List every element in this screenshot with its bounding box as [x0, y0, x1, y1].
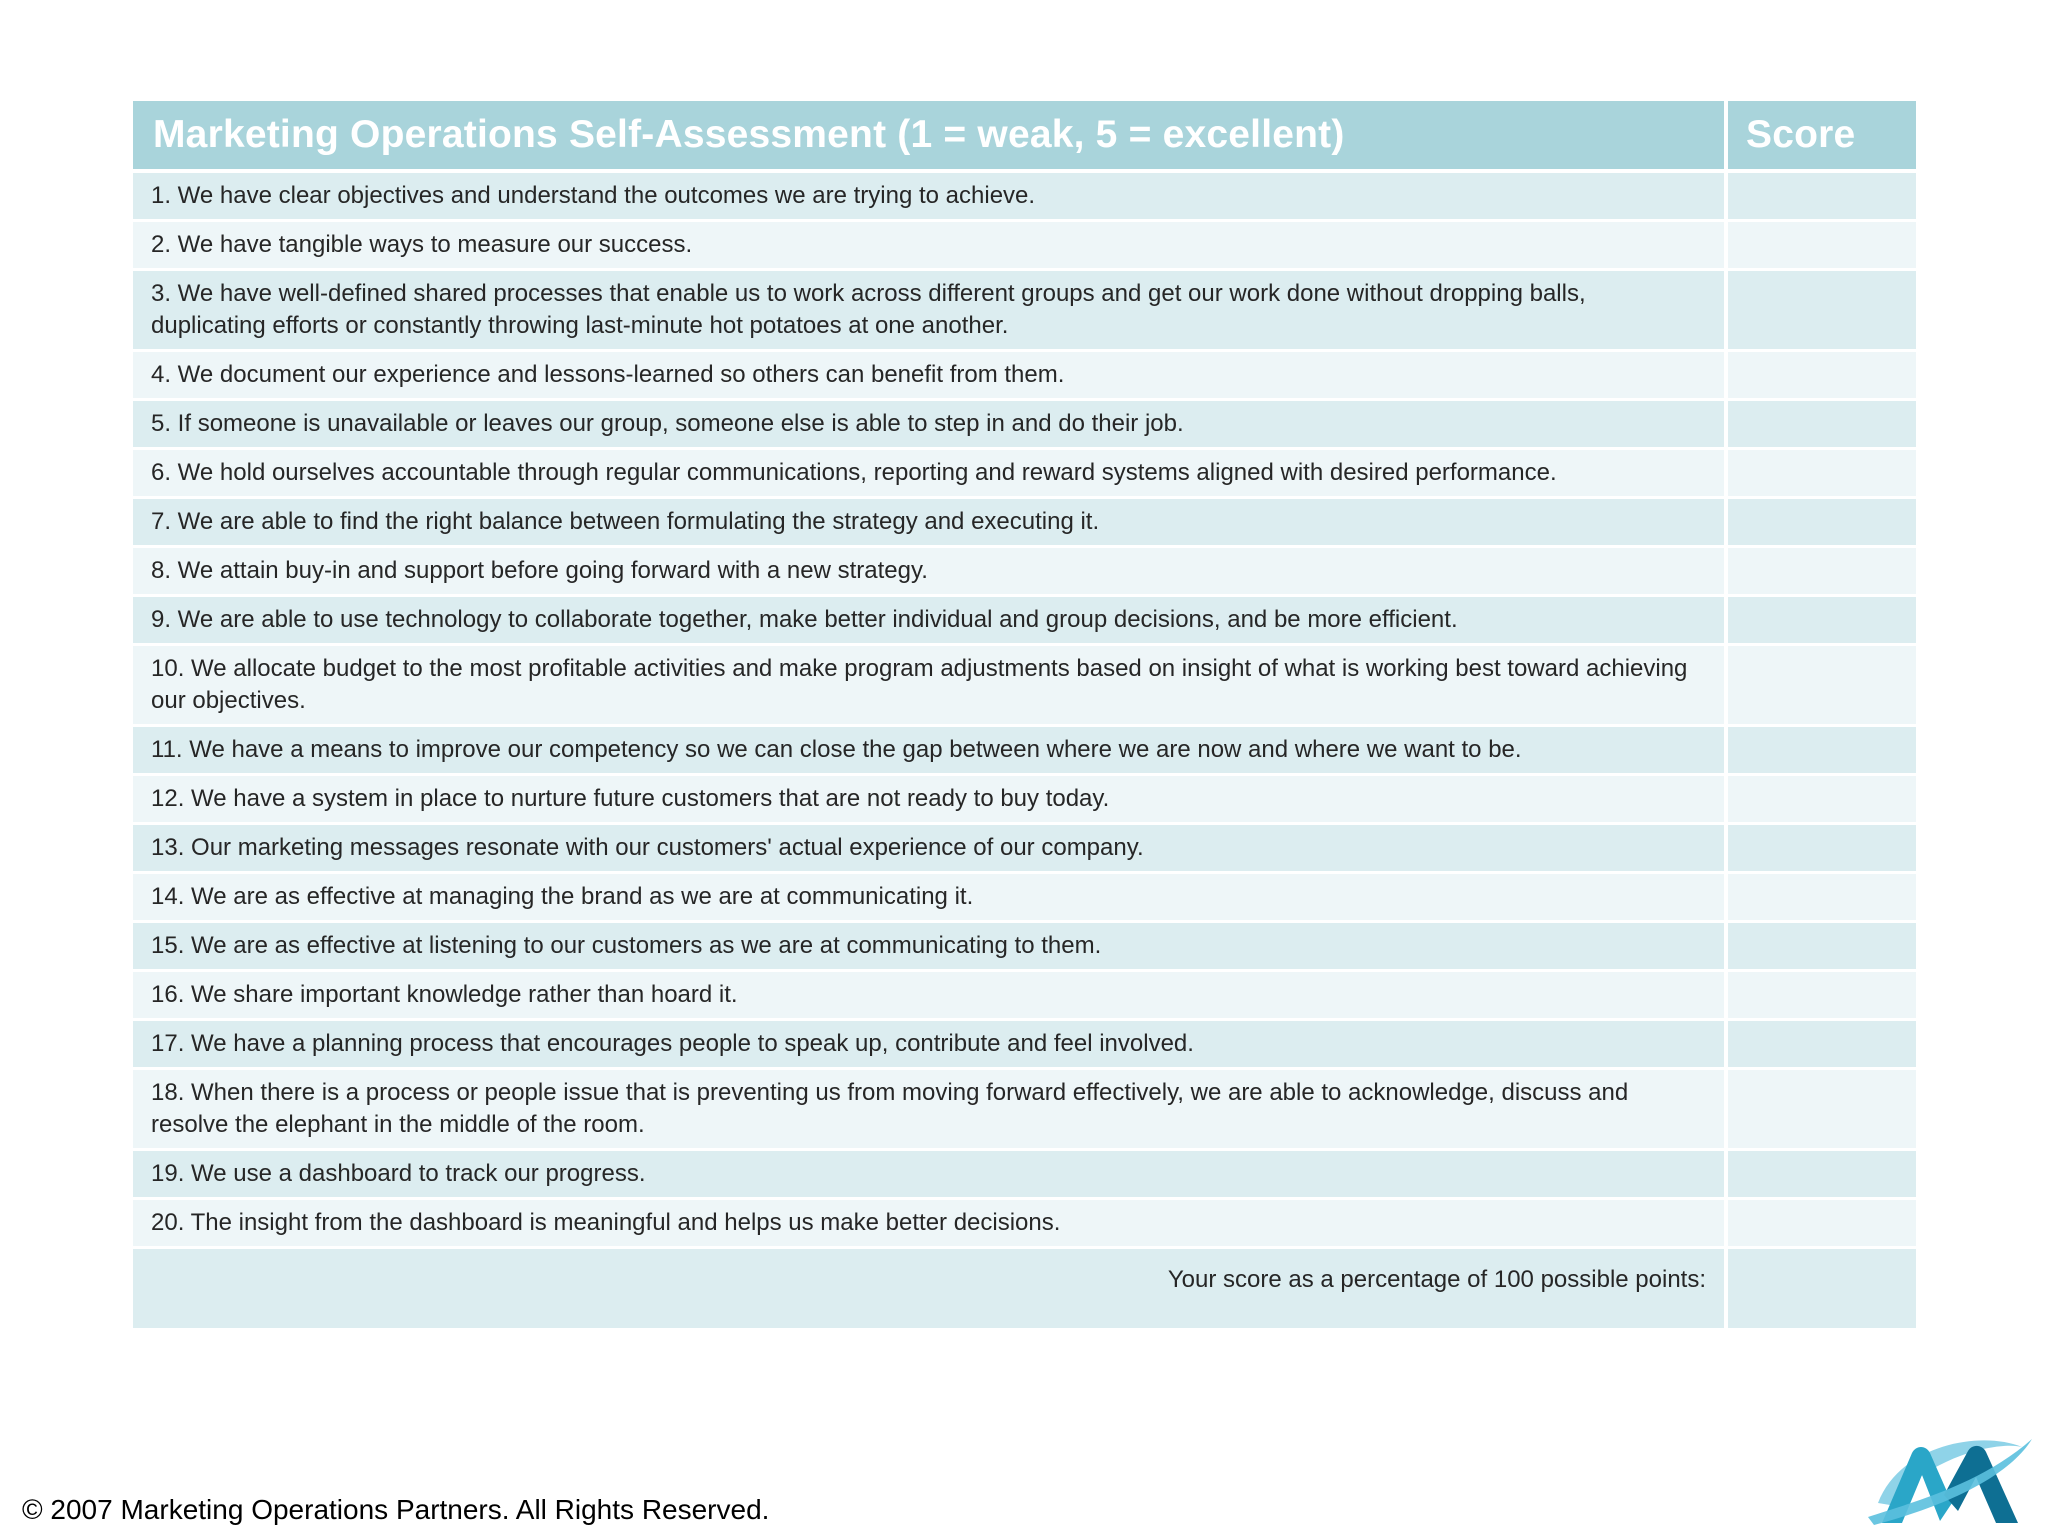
score-cell[interactable]	[1724, 222, 1916, 271]
table-title: Marketing Operations Self-Assessment (1 = weak, 5 = excellent)	[133, 101, 1724, 173]
assessment-row	[133, 776, 1916, 825]
assessment-row	[133, 646, 1916, 727]
assessment-statement: 11. We have a means to improve our competency so we can close the gap between where we are now and where we want to be.	[133, 727, 1724, 776]
assessment-statement: 18. When there is a process or people issue that is preventing us from moving forward effectively, we are able to acknowledge, discuss and resolve the elephant in the middle of the room.	[133, 1070, 1724, 1151]
assessment-statement: 10. We allocate budget to the most profitable activities and make program adjustments based on insight of what is working best toward achieving our objectives.	[133, 646, 1724, 727]
assessment-row	[133, 597, 1916, 646]
copyright-notice: © 2007 Marketing Operations Partners. All Rights Reserved.	[22, 1494, 770, 1525]
assessment-row	[133, 1070, 1916, 1151]
assessment-statement: 4. We document our experience and lessons-learned so others can benefit from them.	[133, 352, 1724, 401]
assessment-statement: 15. We are as effective at listening to our customers as we are at communicating to them.	[133, 923, 1724, 972]
score-cell[interactable]	[1724, 1070, 1916, 1151]
score-cell[interactable]	[1724, 597, 1916, 646]
self-assessment-table	[133, 101, 1916, 1331]
score-cell[interactable]	[1724, 173, 1916, 222]
assessment-row	[133, 450, 1916, 499]
assessment-row	[133, 923, 1916, 972]
score-cell[interactable]	[1724, 1200, 1916, 1249]
assessment-statement: 16. We share important knowledge rather than hoard it.	[133, 972, 1724, 1021]
assessment-statement: 9. We are able to use technology to collaborate together, make better individual and group decisions, and be more efficient.	[133, 597, 1724, 646]
table-header-row	[133, 101, 1916, 173]
assessment-statement: 14. We are as effective at managing the brand as we are at communicating it.	[133, 874, 1724, 923]
score-cell[interactable]	[1724, 499, 1916, 548]
assessment-statement: 20. The insight from the dashboard is meaningful and helps us make better decisions.	[133, 1200, 1724, 1249]
score-cell[interactable]	[1724, 776, 1916, 825]
assessment-statement: 6. We hold ourselves accountable through regular communications, reporting and reward systems aligned with desired performance.	[133, 450, 1724, 499]
score-cell[interactable]	[1724, 972, 1916, 1021]
assessment-statement: 2. We have tangible ways to measure our success.	[133, 222, 1724, 271]
score-cell[interactable]	[1724, 271, 1916, 352]
score-cell[interactable]	[1724, 646, 1916, 727]
assessment-row	[133, 1151, 1916, 1200]
assessment-row	[133, 222, 1916, 271]
score-cell[interactable]	[1724, 825, 1916, 874]
marketing-operations-partners-logo	[1860, 1425, 2035, 1530]
assessment-statement: 3. We have well-defined shared processes that enable us to work across different groups and get our work done without dropping balls, duplicating efforts or constantly throwing last-minute hot potatoes at one another.	[133, 271, 1724, 352]
assessment-statement: 5. If someone is unavailable or leaves our group, someone else is able to step in and do their job.	[133, 401, 1724, 450]
assessment-statement: 1. We have clear objectives and understand the outcomes we are trying to achieve.	[133, 173, 1724, 222]
score-cell[interactable]	[1724, 727, 1916, 776]
assessment-row	[133, 727, 1916, 776]
assessment-row	[133, 499, 1916, 548]
score-cell[interactable]	[1724, 874, 1916, 923]
assessment-statement: 12. We have a system in place to nurture future customers that are not ready to buy today.	[133, 776, 1724, 825]
assessment-items	[133, 173, 1916, 1249]
assessment-row	[133, 1200, 1916, 1249]
score-cell[interactable]	[1724, 923, 1916, 972]
assessment-statement: 17. We have a planning process that encourages people to speak up, contribute and feel involved.	[133, 1021, 1724, 1070]
assessment-statement: 8. We attain buy-in and support before going forward with a new strategy.	[133, 548, 1724, 597]
assessment-row	[133, 972, 1916, 1021]
total-label: Your score as a percentage of 100 possible points:	[133, 1249, 1724, 1331]
assessment-statement: 13. Our marketing messages resonate with our customers' actual experience of our company.	[133, 825, 1724, 874]
score-cell[interactable]	[1724, 1021, 1916, 1070]
total-row	[133, 1249, 1916, 1331]
assessment-row	[133, 548, 1916, 597]
assessment-row	[133, 1021, 1916, 1070]
score-cell[interactable]	[1724, 548, 1916, 597]
score-cell[interactable]	[1724, 450, 1916, 499]
score-cell[interactable]	[1724, 352, 1916, 401]
assessment-statement: 7. We are able to find the right balance between formulating the strategy and executing it.	[133, 499, 1724, 548]
total-score-cell[interactable]	[1724, 1249, 1916, 1331]
assessment-row	[133, 874, 1916, 923]
assessment-statement: 19. We use a dashboard to track our progress.	[133, 1151, 1724, 1200]
assessment-row	[133, 825, 1916, 874]
score-column-header: Score	[1724, 101, 1916, 173]
assessment-row	[133, 271, 1916, 352]
score-cell[interactable]	[1724, 1151, 1916, 1200]
assessment-row	[133, 401, 1916, 450]
score-cell[interactable]	[1724, 401, 1916, 450]
assessment-row	[133, 352, 1916, 401]
assessment-row	[133, 173, 1916, 222]
